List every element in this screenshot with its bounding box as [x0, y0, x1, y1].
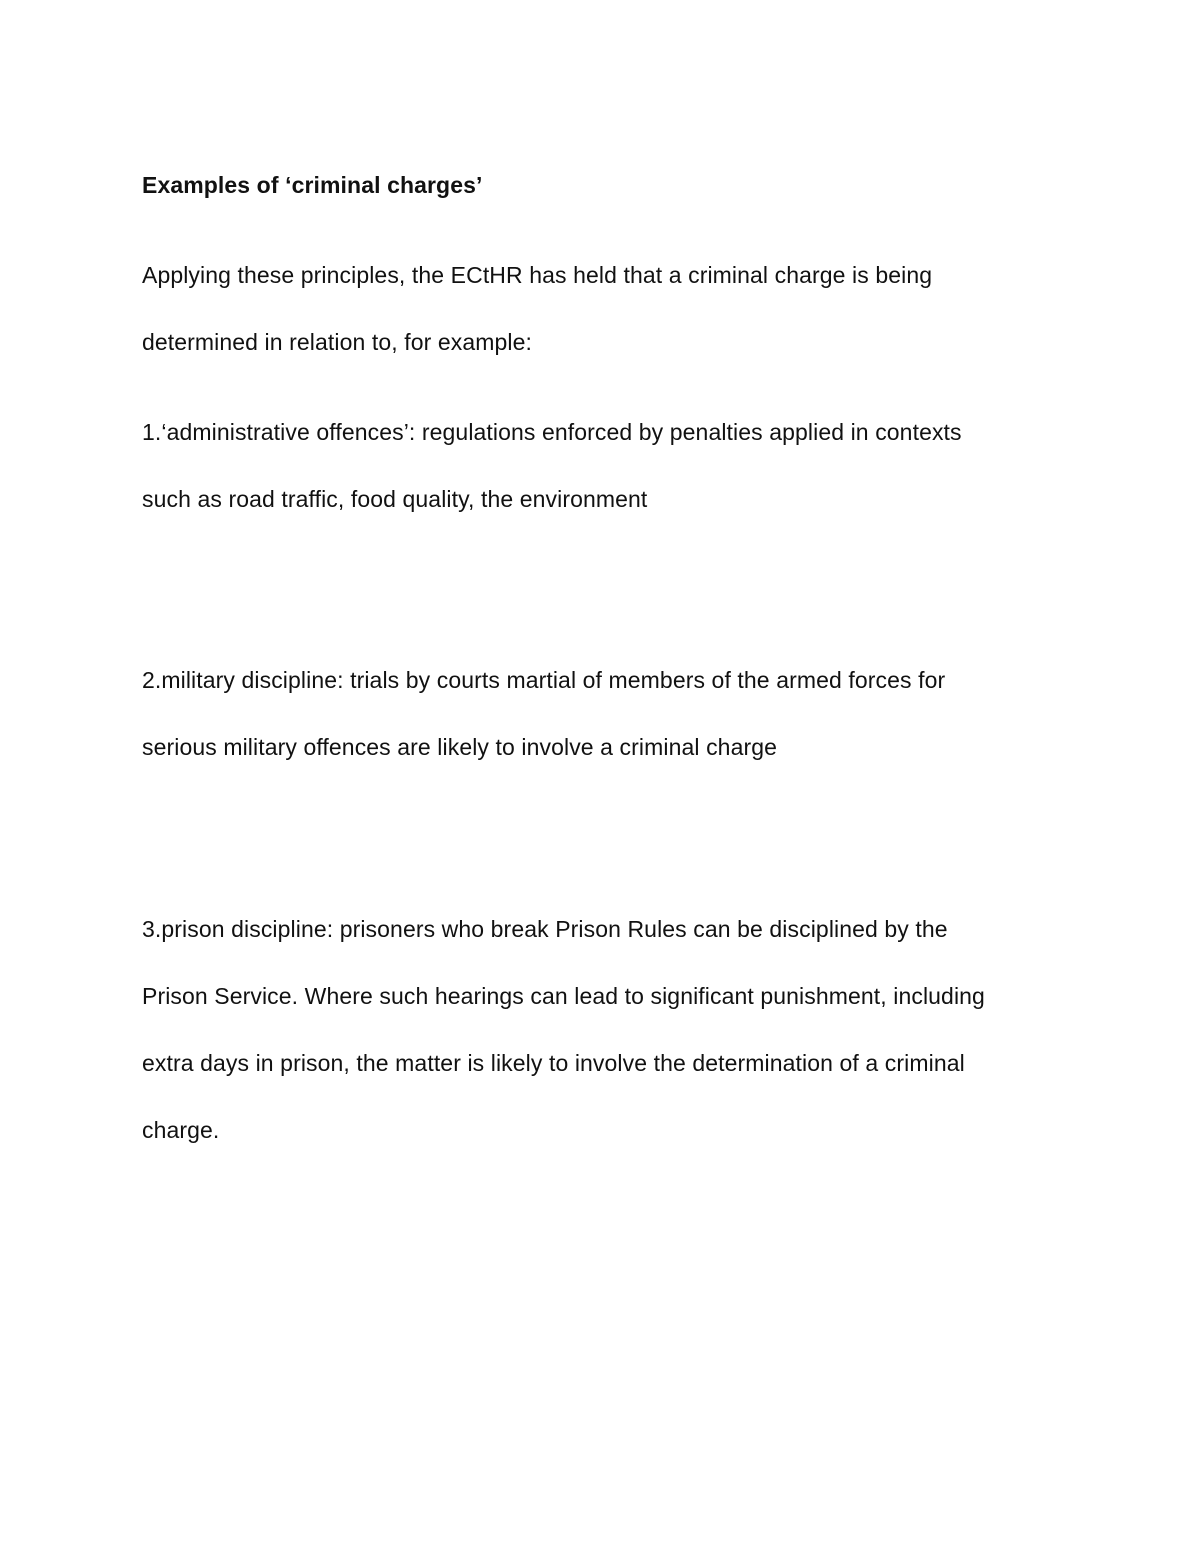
item-3-line-2: Prison Service. Where such hearings can lead to significant punishment, including — [142, 983, 985, 1009]
item-3-line-1: 3.prison discipline: prisoners who break Prison Rules can be disciplined by the — [142, 916, 948, 942]
item-2-line-1: 2.military discipline: trials by courts martial of members of the armed forces for — [142, 667, 946, 693]
intro-line-1: Applying these principles, the ECtHR has held that a criminal charge is being — [142, 262, 933, 288]
item-1-line-1: 1.‘administrative offences’: regulations enforced by penalties applied in contexts — [142, 419, 962, 445]
intro-line-2: determined in relation to, for example: — [142, 329, 532, 355]
item-1-line-2: such as road traffic, food quality, the environment — [142, 486, 648, 512]
item-3-line-3: extra days in prison, the matter is likely to involve the determination of a criminal — [142, 1050, 965, 1076]
item-3-line-4: charge. — [142, 1117, 220, 1143]
item-2-line-2: serious military offences are likely to involve a criminal charge — [142, 734, 778, 760]
document-heading: Examples of ‘criminal charges’ — [142, 172, 483, 198]
